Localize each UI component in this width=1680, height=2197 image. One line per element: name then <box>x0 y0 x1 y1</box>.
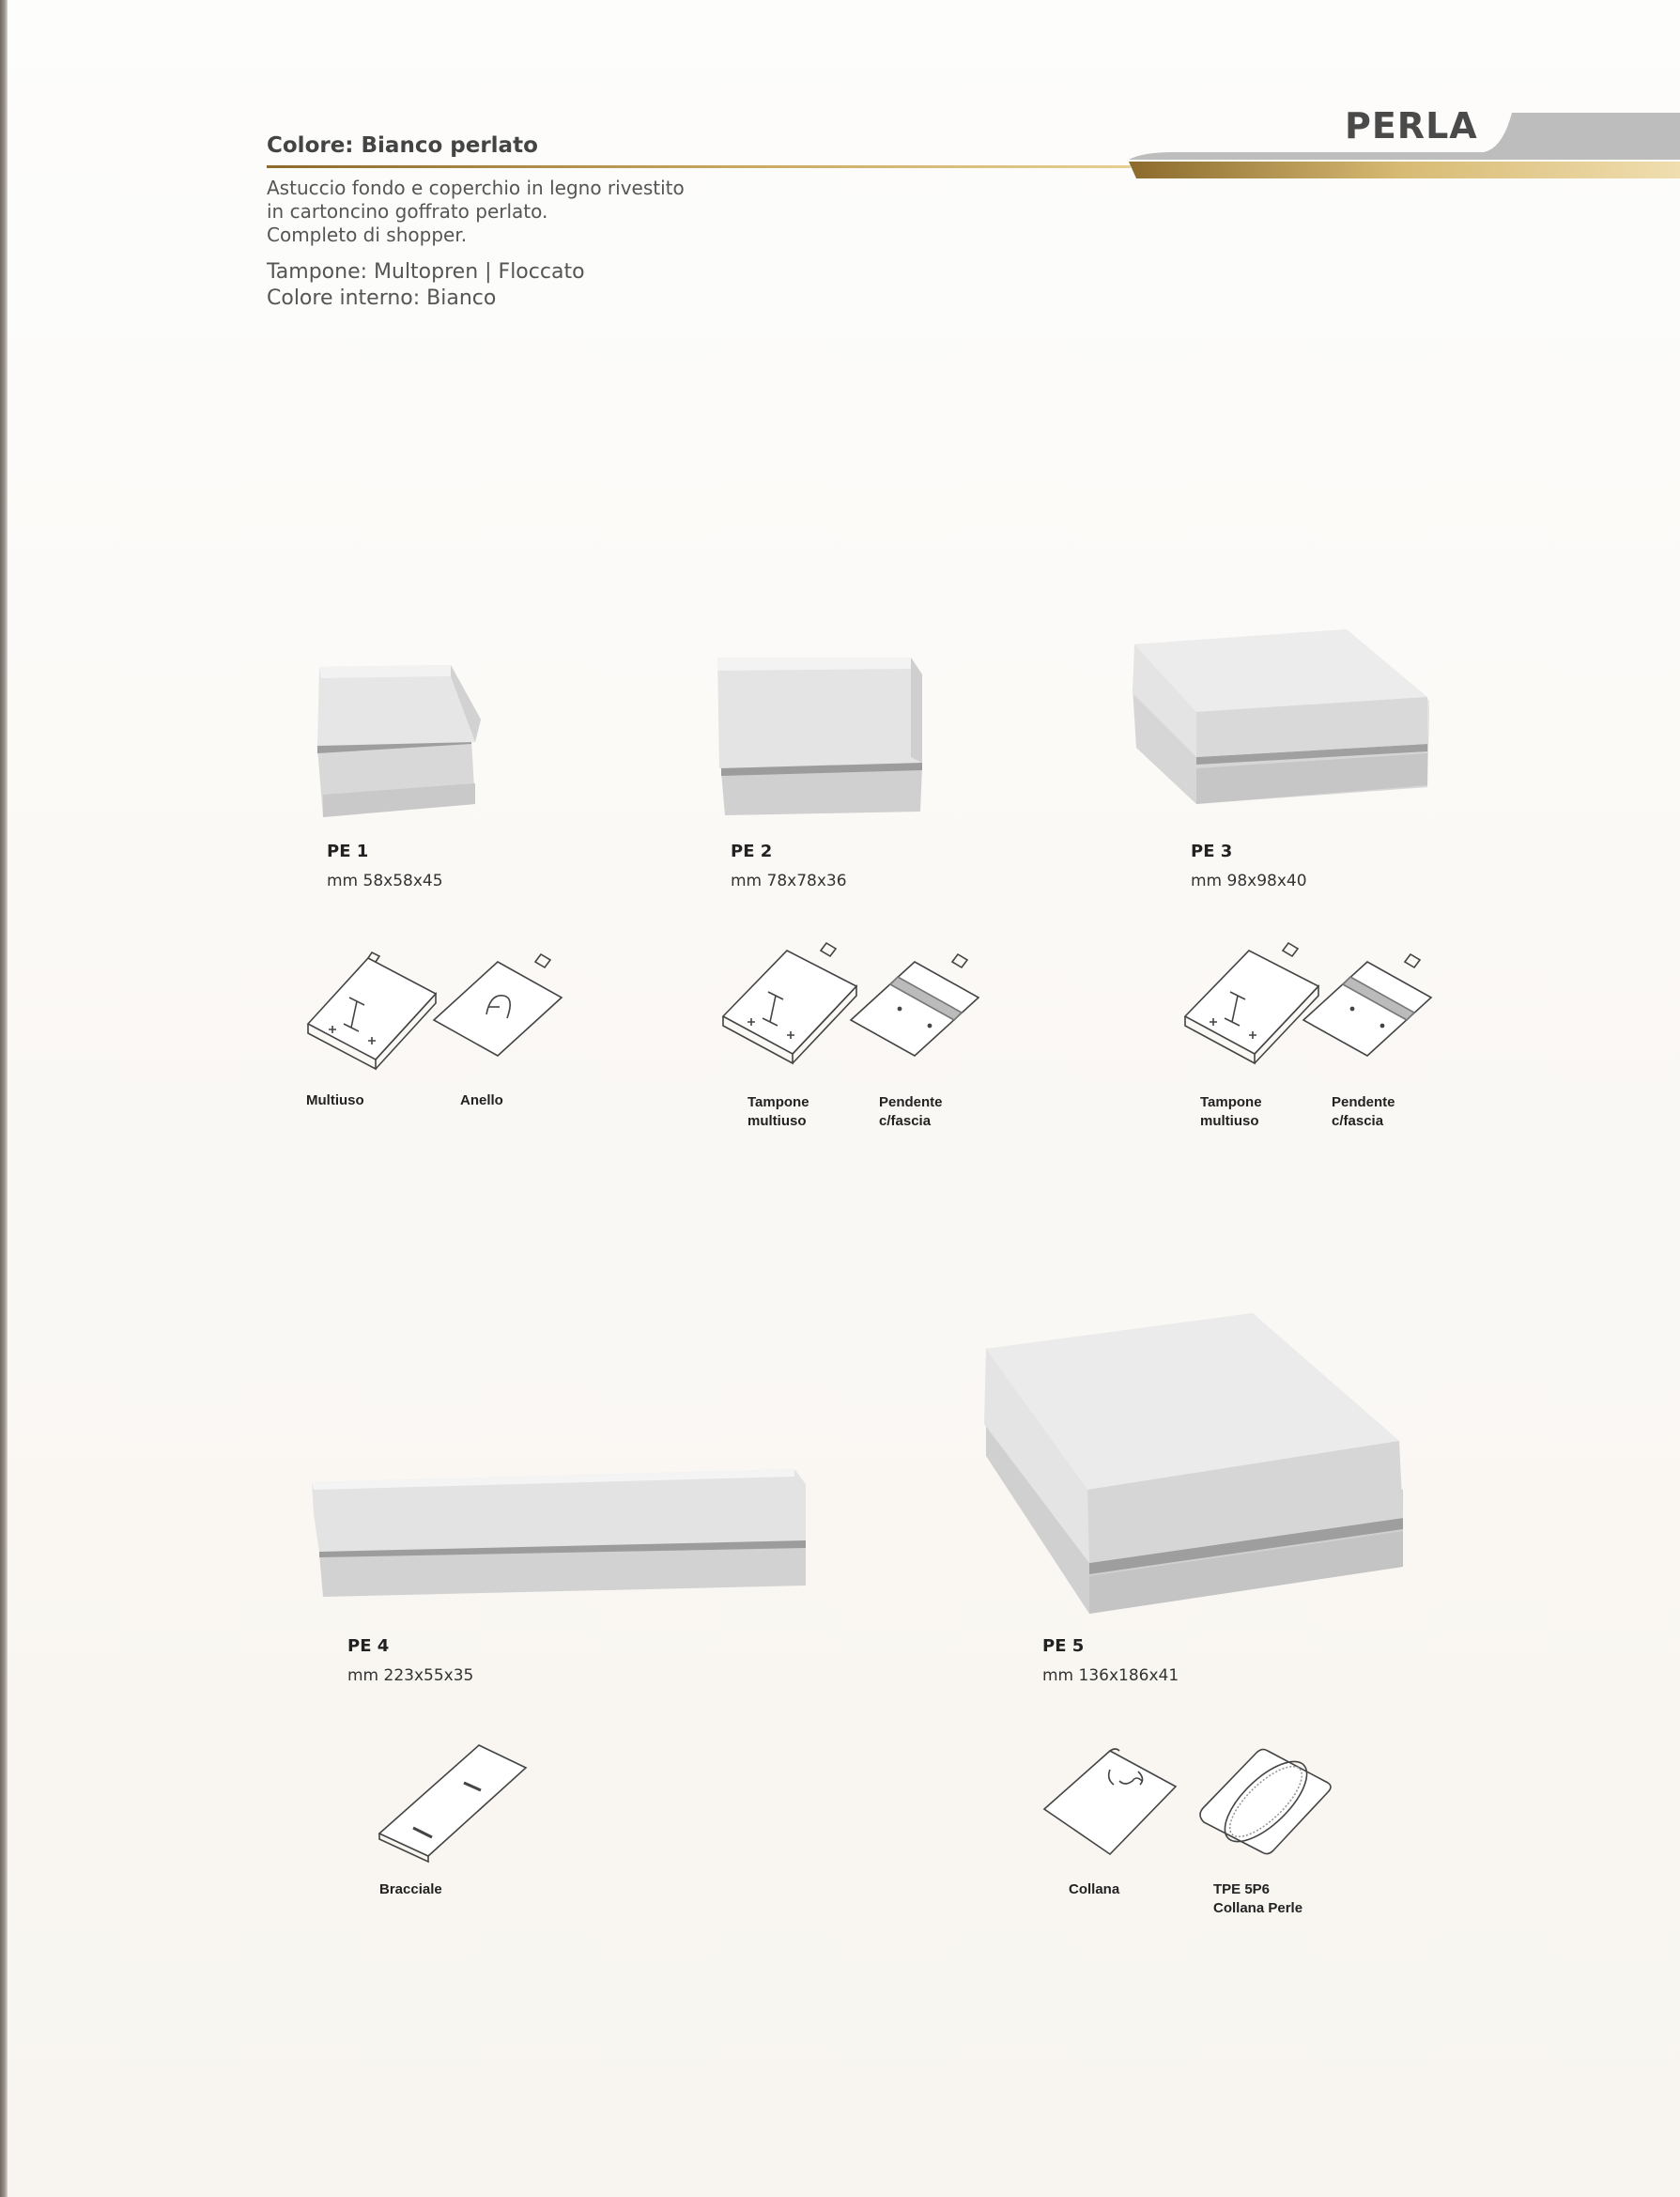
product-dimensions: mm 136x186x41 <box>1042 1666 1179 1685</box>
insert-label <box>1213 1880 1302 1918</box>
insert-label <box>1069 1880 1119 1899</box>
product-code: PE 1 <box>327 842 369 861</box>
description-line: in cartoncino goffrato perlato. <box>267 200 548 223</box>
header-gold-rule <box>267 165 1131 168</box>
insert-label <box>379 1880 442 1899</box>
insert-label-line2: c/fascia <box>879 1113 932 1129</box>
product-dimensions: mm 98x98x40 <box>1191 872 1307 890</box>
description-line: Astuccio fondo e coperchio in legno rivestito <box>267 177 685 199</box>
pe2-box-image <box>710 654 928 815</box>
description-line: Completo di shopper. <box>267 224 468 246</box>
product-dimensions: mm 58x58x45 <box>327 872 443 890</box>
spec-line: Tampone: Multopren | Floccato <box>267 260 585 284</box>
multiuse-pad-icon <box>306 954 438 1063</box>
insert-label <box>1332 1093 1395 1131</box>
insert-label-line1: Collana <box>1069 1881 1120 1897</box>
bracelet-pad-icon <box>378 1741 528 1860</box>
pe4-box-image <box>310 1465 808 1597</box>
pearl-necklace-pad-icon <box>1198 1747 1333 1858</box>
insert-label <box>460 1091 503 1110</box>
product-code: PE 4 <box>347 1636 390 1656</box>
necklace-pad-icon <box>1042 1747 1178 1858</box>
spec-line: Colore interno: Bianco <box>267 286 497 310</box>
insert-label-line1: Pendente <box>1332 1094 1395 1110</box>
product-dimensions: mm 78x78x36 <box>731 872 847 890</box>
insert-label-line1: Bracciale <box>379 1881 442 1897</box>
product-code: PE 5 <box>1042 1636 1085 1656</box>
pendant-band-pad-icon <box>1302 954 1433 1063</box>
description <box>267 177 755 247</box>
page-edge-strip <box>0 0 8 2197</box>
insert-label <box>306 1091 364 1110</box>
insert-label-line2: multiuso <box>1200 1113 1259 1129</box>
insert-label-line1: Tampone <box>1200 1094 1262 1110</box>
pe1-box-image <box>310 663 485 819</box>
insert-label-line1: Pendente <box>879 1094 943 1110</box>
insert-label <box>748 1093 809 1131</box>
insert-label-line2: multiuso <box>748 1113 807 1129</box>
specs <box>267 259 585 312</box>
insert-label-line1: Tampone <box>748 1094 809 1110</box>
insert-label-line2: c/fascia <box>1332 1113 1384 1129</box>
insert-label-line2: Collana Perle <box>1213 1900 1303 1916</box>
pe5-box-image <box>980 1311 1403 1621</box>
multiuse-pad-icon <box>719 945 860 1063</box>
product-code: PE 2 <box>731 842 773 861</box>
product-code: PE 3 <box>1191 842 1233 861</box>
pe3-box-image <box>1131 626 1431 810</box>
insert-label <box>879 1093 943 1131</box>
insert-label-line1: TPE 5P6 <box>1213 1881 1271 1897</box>
ring-pad-icon <box>432 954 563 1063</box>
insert-label <box>1200 1093 1262 1131</box>
insert-label-line1: Multiuso <box>306 1092 364 1108</box>
pendant-band-pad-icon <box>849 954 980 1063</box>
insert-label-line1: Anello <box>460 1092 503 1108</box>
color-title: Colore: Bianco perlato <box>267 133 538 158</box>
brand-title: PERLA <box>1345 105 1478 147</box>
product-dimensions: mm 223x55x35 <box>347 1666 474 1685</box>
